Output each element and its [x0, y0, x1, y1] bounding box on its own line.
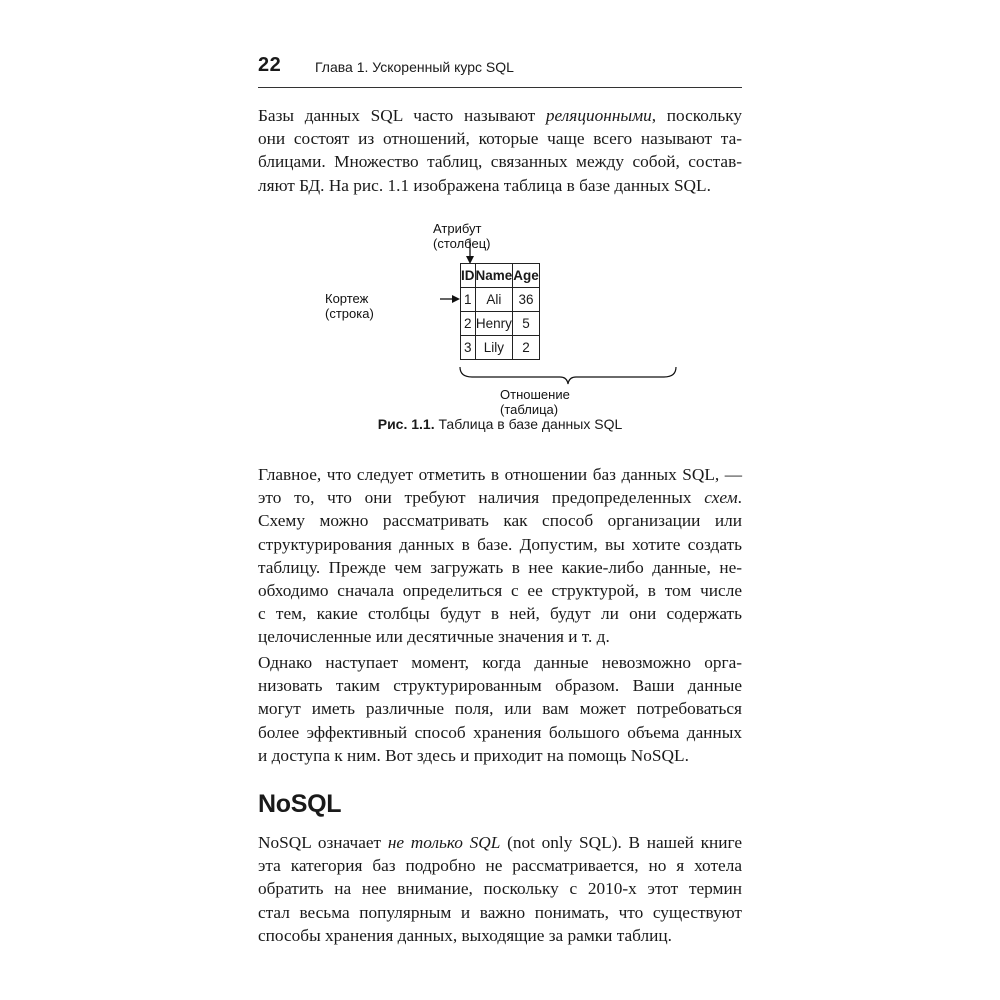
- paragraph-nosql: [258, 831, 742, 947]
- brace-icon: [460, 367, 676, 384]
- column-header-id: ID: [461, 264, 476, 288]
- text-line: низовать таким структурированным образом. Ваши данные: [258, 676, 742, 696]
- table-cell: 2: [513, 336, 540, 360]
- text-line: стал весьма популярным и важно понимать, что существуют: [258, 902, 742, 922]
- running-head: Глава 1. Ускоренный курс SQL: [315, 59, 514, 75]
- caption-text: Таблица в базе данных SQL: [434, 416, 623, 432]
- table-cell: 3: [461, 336, 476, 360]
- text-line: могут иметь различные поля, или вам может потребоваться: [258, 699, 742, 719]
- page-number: 22: [258, 54, 282, 76]
- table-row: [461, 336, 540, 360]
- figure-caption: [0, 416, 1000, 432]
- table-cell: 5: [513, 312, 540, 336]
- tuple-arrowhead-icon: [452, 295, 460, 303]
- column-header-name: Name: [475, 264, 513, 288]
- text-line: NoSQL означает не только SQL (not only SQL). В нашей книге: [258, 833, 742, 852]
- text-line: они состоят из отношений, которые чаще всего называют та-: [258, 129, 742, 149]
- section-heading: NoSQL: [258, 790, 342, 818]
- column-header-age: Age: [513, 264, 540, 288]
- text-line: структурирования данных в базе. Допустим, вы хотите создать: [258, 534, 742, 554]
- text-line: обходимо сначала определиться с ее структурой, в том числе: [258, 581, 742, 601]
- text-line: эта категория баз подробно не рассматривается, но я хотела: [258, 856, 742, 876]
- table-cell: Lily: [475, 336, 513, 360]
- table-row: [461, 312, 540, 336]
- text-line: целочисленные или десятичные значения и т. д.: [258, 627, 610, 647]
- relation-label: Отношение (таблица): [500, 387, 570, 417]
- tuple-label: Кортеж (строка): [325, 291, 374, 321]
- table-cell: Henry: [475, 312, 513, 336]
- table-cell: Ali: [475, 288, 513, 312]
- paragraph-nosql-intro: [258, 651, 742, 767]
- text-line: Однако наступает момент, когда данные невозможно орга-: [258, 653, 742, 672]
- table-cell: 1: [461, 288, 476, 312]
- text-line: таблицу. Прежде чем загружать в нее какие-либо данные, не-: [258, 557, 742, 577]
- text-line: ляют БД. На рис. 1.1 изображена таблица в базе данных SQL.: [258, 175, 711, 195]
- attribute-label: Атрибут (столбец): [433, 221, 491, 251]
- table-header-row: [461, 264, 540, 288]
- text-line: обратить на нее внимание, поскольку с 2010-х этот термин: [258, 879, 742, 899]
- text-line: Главное, что следует отметить в отношении баз данных SQL, —: [258, 465, 742, 484]
- table-cell: 2: [461, 312, 476, 336]
- text-line: и доступа к ним. Вот здесь и приходит на помощь NoSQL.: [258, 745, 689, 765]
- text-line: Базы данных SQL часто называют реляционными, поскольку: [258, 106, 742, 125]
- table-row: [461, 288, 540, 312]
- caption-prefix: Рис. 1.1.: [377, 416, 435, 432]
- paragraph-schemas: [258, 463, 742, 649]
- text-line: с тем, какие столбцы будут в ней, будут ли они содержать: [258, 604, 742, 624]
- text-line: Схему можно рассматривать как способ организации или: [258, 511, 742, 531]
- text-line: блицами. Множество таблиц, связанных между собой, состав-: [258, 152, 742, 172]
- text-line: более эффективный способ хранения большого объема данных: [258, 722, 742, 742]
- text-line: способы хранения данных, выходящие за рамки таблиц.: [258, 925, 672, 945]
- text-line: это то, что они требуют наличия предопределенных схем.: [258, 488, 742, 508]
- relation-table: [460, 263, 540, 360]
- table-cell: 36: [513, 288, 540, 312]
